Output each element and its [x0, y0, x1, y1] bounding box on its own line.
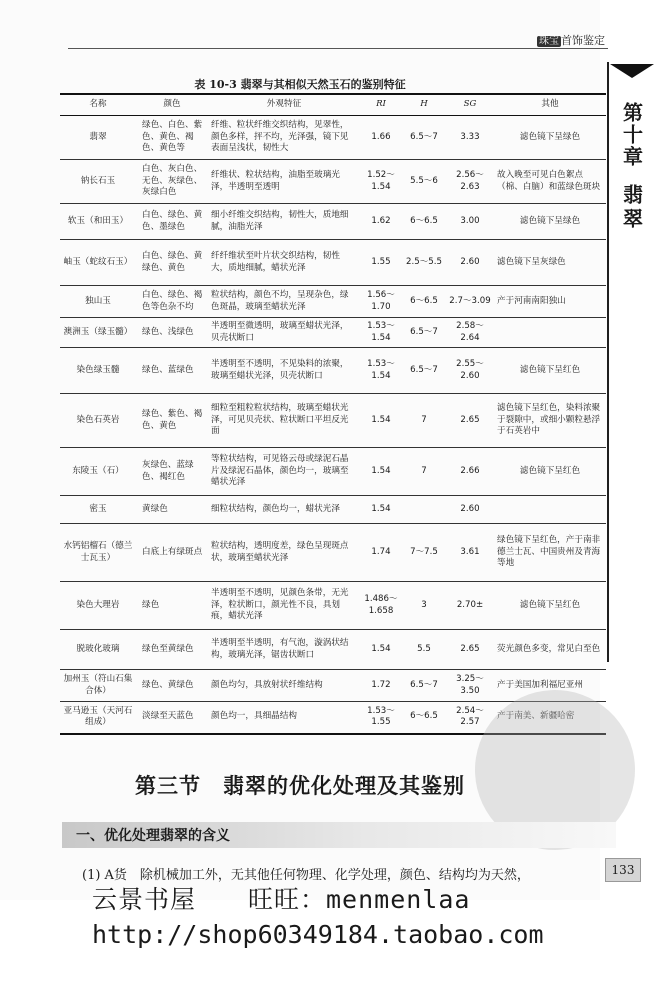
- cell-color: 白底上有绿斑点: [136, 524, 208, 582]
- cell-appearance: 细粒至粗粒粒状结构，玻璃至蜡状光泽，可见贝壳状、粒状断口平坦反光面: [208, 394, 360, 448]
- cell-other: 滤色镜下呈红色: [494, 348, 606, 394]
- cell-h: 2.5～5.5: [402, 240, 446, 286]
- cell-other: 滤色镜下呈红色: [494, 582, 606, 630]
- cell-sg: 2.65: [446, 630, 494, 670]
- cell-other: 荧光颜色多变，常见白至色: [494, 630, 606, 670]
- header-appearance: 外观特征: [208, 94, 360, 116]
- cell-color: 绿色至黄绿色: [136, 630, 208, 670]
- cell-h: 6.5～7: [402, 116, 446, 160]
- cell-sg: 2.7～3.09: [446, 286, 494, 318]
- cell-color: 白色、绿色、黄色、墨绿色: [136, 204, 208, 240]
- page-number: 133: [605, 858, 641, 882]
- cell-h: 3: [402, 582, 446, 630]
- subsection-heading: 一、优化处理翡翠的含义: [62, 822, 616, 848]
- cell-name: 澳洲玉（绿玉髓）: [60, 318, 136, 348]
- cell-color: 灰绿色、蓝绿色、褐红色: [136, 448, 208, 496]
- cell-name: 钠长石玉: [60, 160, 136, 204]
- cell-other: 绿色镜下呈红色，产于南非德兰士瓦、中国贵州及青海等地: [494, 524, 606, 582]
- cell-ri: 1.53～1.54: [360, 318, 402, 348]
- cell-appearance: 粒状结构，透明度差，绿色呈现斑点状，玻璃至蜡状光泽: [208, 524, 360, 582]
- table-row: [60, 348, 606, 394]
- cell-other: 产于河南南阳独山: [494, 286, 606, 318]
- cell-other: 故入晚至可见白色絮点（棉、白脑）和蓝绿色斑块: [494, 160, 606, 204]
- cell-ri: 1.54: [360, 496, 402, 524]
- cell-color: 绿色、黄绿色: [136, 670, 208, 702]
- cell-h: 5.5: [402, 630, 446, 670]
- table-row: [60, 204, 606, 240]
- cell-other: 滤色镜下呈绿色: [494, 204, 606, 240]
- cell-appearance: 纤纤维状至叶片状交织结构，韧性大，质地细腻，蜡状光泽: [208, 240, 360, 286]
- cell-appearance: 颜色均匀，具放射状纤维结构: [208, 670, 360, 702]
- watermark-shop-name: 云景书屋 旺旺：menmenlaa: [92, 885, 471, 914]
- cell-ri: 1.55: [360, 240, 402, 286]
- cell-h: 6.5～7: [402, 670, 446, 702]
- cell-h: 6.5～7: [402, 348, 446, 394]
- cell-ri: 1.66: [360, 116, 402, 160]
- cell-sg: 2.66: [446, 448, 494, 496]
- table-row: [60, 448, 606, 496]
- cell-name: 染色石英岩: [60, 394, 136, 448]
- cell-h: 6～6.5: [402, 702, 446, 734]
- header-h: H: [402, 94, 446, 116]
- table-row: [60, 240, 606, 286]
- header-other: 其他: [494, 94, 606, 116]
- cell-sg: 2.70±: [446, 582, 494, 630]
- chapter-label: 第十章: [619, 102, 644, 168]
- cell-ri: 1.56～1.70: [360, 286, 402, 318]
- diamond-icon: [610, 64, 654, 78]
- cell-sg: 3.25～3.50: [446, 670, 494, 702]
- cell-name: 水钙铝榴石（德兰士瓦玉）: [60, 524, 136, 582]
- cell-sg: 2.56～2.63: [446, 160, 494, 204]
- header-rule: [68, 48, 608, 49]
- cell-color: 绿色、蓝绿色: [136, 348, 208, 394]
- cell-h: 6～6.5: [402, 286, 446, 318]
- cell-other: [494, 496, 606, 524]
- cell-name: 独山玉: [60, 286, 136, 318]
- table-row: [60, 116, 606, 160]
- cell-color: 绿色、浅绿色: [136, 318, 208, 348]
- cell-h: [402, 496, 446, 524]
- cell-sg: 2.58～2.64: [446, 318, 494, 348]
- table-header-row: [60, 94, 606, 116]
- cell-appearance: 纤维、粒状纤维交织结构，见翠性，颜色多样，抨不均，光泽强，镜下见表面呈浅状，韧性大: [208, 116, 360, 160]
- cell-name: 密玉: [60, 496, 136, 524]
- section-title: 第三节 翡翠的优化处理及其鉴别: [135, 774, 465, 798]
- cell-color: 淡绿至天蓝色: [136, 702, 208, 734]
- cell-appearance: 等粒状结构，可见铬云母或绿泥石晶片及绿泥石晶体，颜色均一，玻璃至蜡状光泽: [208, 448, 360, 496]
- cell-name: 岫玉（蛇纹石玉）: [60, 240, 136, 286]
- watermark-shop-url: http://shop60349184.taobao.com: [92, 920, 544, 949]
- cell-other: [494, 318, 606, 348]
- cell-sg: 3.00: [446, 204, 494, 240]
- table-row: [60, 496, 606, 524]
- cell-color: 绿色、白色、紫色、黄色、褐色、黄色等: [136, 116, 208, 160]
- cell-color: 绿色: [136, 582, 208, 630]
- cell-appearance: 颜色均一，具细晶结构: [208, 702, 360, 734]
- cell-name: 染色大理岩: [60, 582, 136, 630]
- cell-other: 滤色镜下呈红色，染料浓聚于裂隙中，或细小颗粒悬浮于石英岩中: [494, 394, 606, 448]
- cell-name: 染色绿玉髓: [60, 348, 136, 394]
- cell-h: 7: [402, 448, 446, 496]
- comparison-table: [60, 93, 606, 735]
- cell-other: 产于美国加利福尼亚州: [494, 670, 606, 702]
- cell-other: 滤色镜下呈绿色: [494, 116, 606, 160]
- cell-h: 5.5～6: [402, 160, 446, 204]
- cell-ri: 1.53～1.55: [360, 702, 402, 734]
- cell-h: 7～7.5: [402, 524, 446, 582]
- cell-ri: 1.52～1.54: [360, 160, 402, 204]
- cell-color: 白色、绿色、黄绿色、黄色: [136, 240, 208, 286]
- cell-ri: 1.54: [360, 394, 402, 448]
- chapter-side-tab: [607, 62, 655, 662]
- table-row: [60, 160, 606, 204]
- header-title: 首饰鉴定: [561, 34, 605, 47]
- cell-name: 亚马逊玉（天河石组成）: [60, 702, 136, 734]
- cell-name: 软玉（和田玉）: [60, 204, 136, 240]
- cell-name: 翡翠: [60, 116, 136, 160]
- table-caption: 表 10-3 翡翠与其相似天然玉石的鉴别特征: [194, 78, 406, 91]
- cell-other: 滤色镜下呈红色: [494, 448, 606, 496]
- cell-appearance: 半透明至不透明，见颜色条带，无光泽，粒状断口，颜光性不良，具划痕，蜡状光泽: [208, 582, 360, 630]
- cell-appearance: 细粒状结构，颜色均一，蜡状光泽: [208, 496, 360, 524]
- cell-sg: 2.60: [446, 496, 494, 524]
- cell-ri: 1.486～1.658: [360, 582, 402, 630]
- cell-sg: 3.33: [446, 116, 494, 160]
- cell-color: 绿色、紫色、褐色、黄色: [136, 394, 208, 448]
- cell-h: 6～6.5: [402, 204, 446, 240]
- cell-appearance: 纤维状、粒状结构，油脂至玻璃光泽，半透明至透明: [208, 160, 360, 204]
- cell-h: 6.5～7: [402, 318, 446, 348]
- cell-h: 7: [402, 394, 446, 448]
- table-row: [60, 524, 606, 582]
- cell-name: 脱玻化玻璃: [60, 630, 136, 670]
- cell-name: 东陵玉（石）: [60, 448, 136, 496]
- cell-ri: 1.53～1.54: [360, 348, 402, 394]
- cell-color: 白色、灰白色、无色、灰绿色、灰绿白色: [136, 160, 208, 204]
- cell-name: 加州玉（符山石集合体）: [60, 670, 136, 702]
- cell-color: 白色、绿色、褐色等色杂不均: [136, 286, 208, 318]
- cell-appearance: 半透明至微透明，玻璃至蜡状光泽，贝壳状断口: [208, 318, 360, 348]
- cell-appearance: 粒状结构，颜色不均，呈现杂色，绿色斑晶，玻璃至蜡状光泽: [208, 286, 360, 318]
- cell-ri: 1.72: [360, 670, 402, 702]
- cell-sg: 3.61: [446, 524, 494, 582]
- cell-appearance: 细小纤维交织结构，韧性大，质地细腻，油脂光泽: [208, 204, 360, 240]
- table-row: [60, 318, 606, 348]
- header-name: 名称: [60, 94, 136, 116]
- cell-other: 产于南美、新疆哈密: [494, 702, 606, 734]
- header-badge: 珠宝: [539, 36, 559, 47]
- cell-ri: 1.54: [360, 448, 402, 496]
- table-row: [60, 630, 606, 670]
- header-ri: RI: [360, 94, 402, 116]
- cell-ri: 1.74: [360, 524, 402, 582]
- cell-sg: 2.55～2.60: [446, 348, 494, 394]
- cell-appearance: 半透明至半透明，有气泡，漩涡状结构，玻璃光泽，锯齿状断口: [208, 630, 360, 670]
- cell-ri: 1.54: [360, 630, 402, 670]
- header-sg: SG: [446, 94, 494, 116]
- cell-sg: 2.54～2.57: [446, 702, 494, 734]
- cell-ri: 1.62: [360, 204, 402, 240]
- table-row: [60, 394, 606, 448]
- body-paragraph: (1) A货 除机械加工外，无其他任何物理、化学处理，颜色、结构均为天然，: [82, 868, 530, 883]
- chapter-subject: 翡翠: [619, 184, 644, 232]
- cell-sg: 2.60: [446, 240, 494, 286]
- header-color: 颜色: [136, 94, 208, 116]
- table-row: [60, 286, 606, 318]
- running-header: [537, 32, 605, 48]
- cell-color: 黄绿色: [136, 496, 208, 524]
- table-row: [60, 582, 606, 630]
- cell-sg: 2.65: [446, 394, 494, 448]
- cell-appearance: 半透明至不透明，不见染料的浓聚，玻璃至蜡状光泽，贝壳状断口: [208, 348, 360, 394]
- cell-other: 滤色镜下呈灰绿色: [494, 240, 606, 286]
